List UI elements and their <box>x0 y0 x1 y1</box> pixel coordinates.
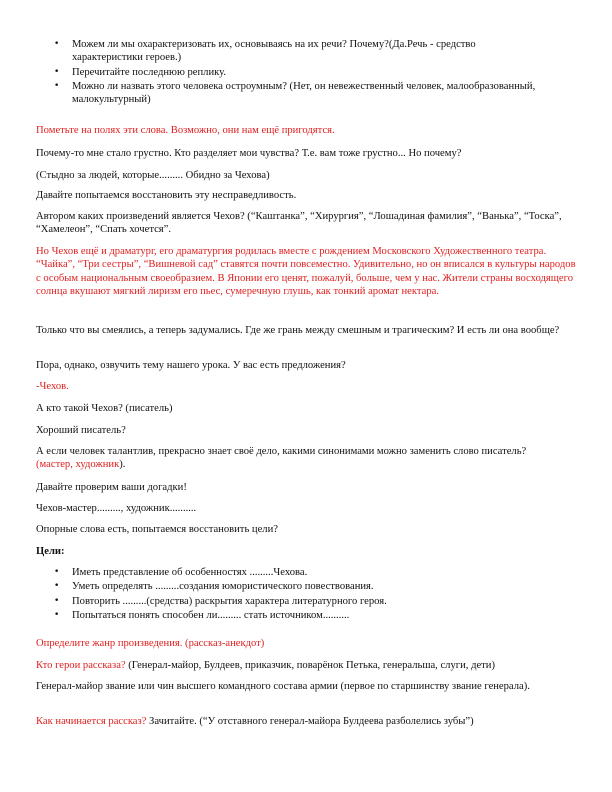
question-text: Как начинается рассказ? <box>36 716 147 727</box>
list-item: • Можем ли мы охарактеризовать их, основываясь на их речи? Почему?(Да.Речь - средство характеристики героев.) <box>36 38 536 65</box>
question-paragraph: Определите жанр произведения. (рассказ-анекдот) <box>36 638 265 649</box>
paragraph: Давайте проверим ваши догадки! <box>36 482 187 493</box>
list-item: • Попытаться понять способен ли......... стать источником.......... <box>36 609 556 622</box>
paragraph-text: Зачитайте. (“У отставного генерал-майора Булдеева разболелись зубы”) <box>146 716 474 727</box>
goals-list <box>36 566 556 622</box>
paragraph <box>36 659 581 672</box>
paragraph <box>36 715 581 728</box>
paragraph: (Стыдно за людей, которые......... Обидно за Чехова) <box>36 170 270 181</box>
list-item: • Иметь представление об особенностях .........Чехова. <box>36 566 556 579</box>
answer-text: (мастер, художник <box>36 459 120 471</box>
paragraph: Автором каких произведений является Чехов? (“Каштанка”, “Хирургия”, “Лошадиная фамилия”, “Ванька”, “Тоска”, “Хамелеон”, “Спать хочется”. <box>36 211 562 236</box>
paragraph: Опорные слова есть, попытаемся восстановить цели? <box>36 524 278 535</box>
goals-heading: Цели: <box>36 546 65 557</box>
paragraph: Генерал-майор звание или чин высшего командного состава армии (первое по старшинству звание генерала). <box>36 681 530 692</box>
answer-paragraph: -Чехов. <box>36 381 69 392</box>
paragraph: Чехов-мастер........., художник.......... <box>36 503 197 514</box>
paragraph: А кто такой Чехов? (писатель) <box>36 403 173 414</box>
paragraph-text: (Генерал-майор, Булдеев, приказчик, поварёнок Петька, генеральша, слуги, дети) <box>125 660 495 671</box>
list-item: • Можно ли назвать этого человека остроумным? (Нет, он невежественный человек, малообразованный, малокультурный) <box>36 80 536 107</box>
question-text: Кто герои рассказа? <box>36 660 126 671</box>
list-item: • Перечитайте последнюю реплику. <box>36 66 536 79</box>
paragraph: Почему-то мне стало грустно. Кто разделяет мои чувства? Т.е. вам тоже грустно... Но почему? <box>36 148 462 159</box>
paragraph: Только что вы смеялись, а теперь задумались. Где же грань между смешным и трагическим? И есть ли она вообще? <box>36 325 560 336</box>
paragraph: Хороший писатель? <box>36 425 126 436</box>
list-item: • Повторить .........(средства) раскрытия характера литературного героя. <box>36 595 556 608</box>
paragraph-text: ). <box>119 459 126 471</box>
paragraph-text: А если человек талантлив, прекрасно знает своё дело, какими синонимами можно заменить слово писатель? <box>36 446 527 457</box>
drama-paragraph: Но Чехов ещё и драматург, его драматургия родилась вместе с рождением Московского Художественного театра. “Чайка”, “Три сестры”, “Вишневой сад” ставятся почти повсеместно. Удивительно, но он вписался в культуры народов с особым национальным своеобразием. В Японии его ценят, пожалуй, больше, чем у нас. Жители страны восходящего солнца вкушают мягкий лиризм его пьес, сумеречную глушь, как тонкий аромат нектара. <box>36 246 576 297</box>
note-paragraph: Пометьте на полях эти слова. Возможно, они нам ещё пригодятся. <box>36 125 335 136</box>
paragraph: Пора, однако, озвучить тему нашего урока. У вас есть предложения? <box>36 360 346 371</box>
paragraph: Давайте попытаемся восстановить эту несправедливость. <box>36 190 297 201</box>
list-item: • Уметь определять .........создания юмористического повествования. <box>36 580 556 593</box>
paragraph <box>36 445 551 472</box>
question-list <box>36 38 536 106</box>
